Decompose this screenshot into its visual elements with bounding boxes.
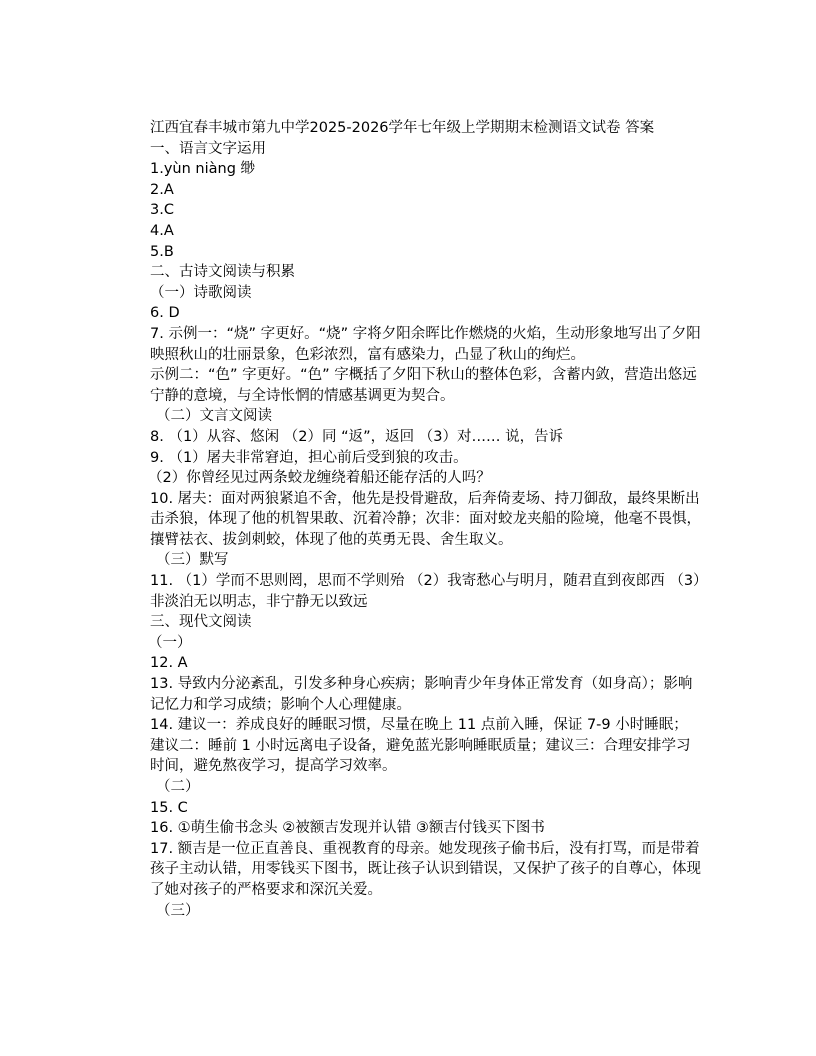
answer-line: 12. A bbox=[150, 655, 188, 672]
answer-line: 16. ①萌生偷书念头 ②被额吉发现并认错 ③额吉付钱买下图书 bbox=[150, 820, 545, 837]
answer-line: 11. （1）学而不思则罔，思而不学则殆 （2）我寄愁心与明月，随君直到夜郎西 （3）非淡泊无以明志，非宁静无以致远 bbox=[150, 573, 701, 610]
answer-line: 2.A bbox=[150, 181, 174, 198]
answer-line: （三）默写 bbox=[156, 552, 229, 569]
answer-line: 二、古诗文阅读与积累 bbox=[150, 264, 295, 281]
answer-line: 三、现代文阅读 bbox=[150, 614, 252, 631]
answer-line: 6. D bbox=[150, 305, 180, 322]
answer-line: （一）诗歌阅读 bbox=[150, 284, 252, 301]
answer-line: 13. 导致内分泌紊乱，引发多种身心疾病；影响青少年身体正常发育（如身高）；影响记忆力和学习成绩；影响个人心理健康。 bbox=[150, 676, 693, 713]
answer-line: （2）你曾经见过两条蛟龙缠绕着船还能存活的人吗？ bbox=[148, 470, 491, 487]
answer-lines bbox=[120, 139, 702, 922]
answer-sheet-body bbox=[120, 118, 702, 921]
answer-line: 15. C bbox=[150, 799, 188, 816]
answer-line: 9. （1）屠夫非常窘迫，担心前后受到狼的攻击。 bbox=[150, 449, 468, 466]
answer-line: 10. 屠夫：面对两狼紧追不舍，他先是投骨避敌，后奔倚麦场、持刀御敌，最终果断出击杀狼，体现了他的机智果敢、沉着冷静；次非：面对蛟龙夹船的险境，他毫不畏惧，攘臂祛衣、拔剑刺蛟，体现了他的英勇无畏、舍生取义。 bbox=[150, 490, 701, 548]
answer-line: 8. （1）从容、悠闲 （2）同 “返”，返回 （3）对…… 说，告诉 bbox=[150, 428, 564, 445]
answer-line: 5.B bbox=[150, 243, 174, 260]
answer-line: （三） bbox=[156, 902, 200, 919]
document-title: 江西宜春丰城市第九中学2025-2026学年七年级上学期期末检测语文试卷 答案 bbox=[150, 120, 655, 136]
answer-line: （二） bbox=[156, 779, 200, 795]
answer-line: （二）文言文阅读 bbox=[156, 408, 272, 425]
answer-line: （一） bbox=[148, 634, 192, 651]
answer-line: 3.C bbox=[150, 202, 174, 219]
answer-line: 示例二：“色” 字更好。“色” 字概括了夕阳下秋山的整体色彩，含蓄内敛，营造出悠远宁静的意境，与全诗怅惘的情感基调更为契合。 bbox=[150, 367, 697, 404]
answer-line: 1.yùn niàng 缈 bbox=[150, 161, 256, 178]
answer-line: 7. 示例一：“烧” 字更好。“烧” 字将夕阳余晖比作燃烧的火焰，生动形象地写出了夕阳映照秋山的壮丽景象，色彩浓烈，富有感染力，凸显了秋山的绚烂。 bbox=[150, 325, 701, 363]
answer-line: 一、语言文字运用 bbox=[150, 140, 266, 157]
answer-line: 17. 额吉是一位正直善良、重视教育的母亲。她发现孩子偷书后，没有打骂，而是带着孩子主动认错，用零钱买下图书，既让孩子认识到错误，又保护了孩子的自尊心，体现了她对孩子的严格要求和深沉关爱。 bbox=[150, 840, 701, 898]
answer-line: 4.A bbox=[150, 222, 174, 239]
answer-line: 14. 建议一：养成良好的睡眠习惯，尽量在晚上 11 点前入睡，保证 7-9 小时睡眠；建议二：睡前 1 小时远离电子设备，避免蓝光影响睡眠质量；建议三：合理安排学习时间，避免熬夜学习，提高学习效率。 bbox=[150, 717, 691, 775]
